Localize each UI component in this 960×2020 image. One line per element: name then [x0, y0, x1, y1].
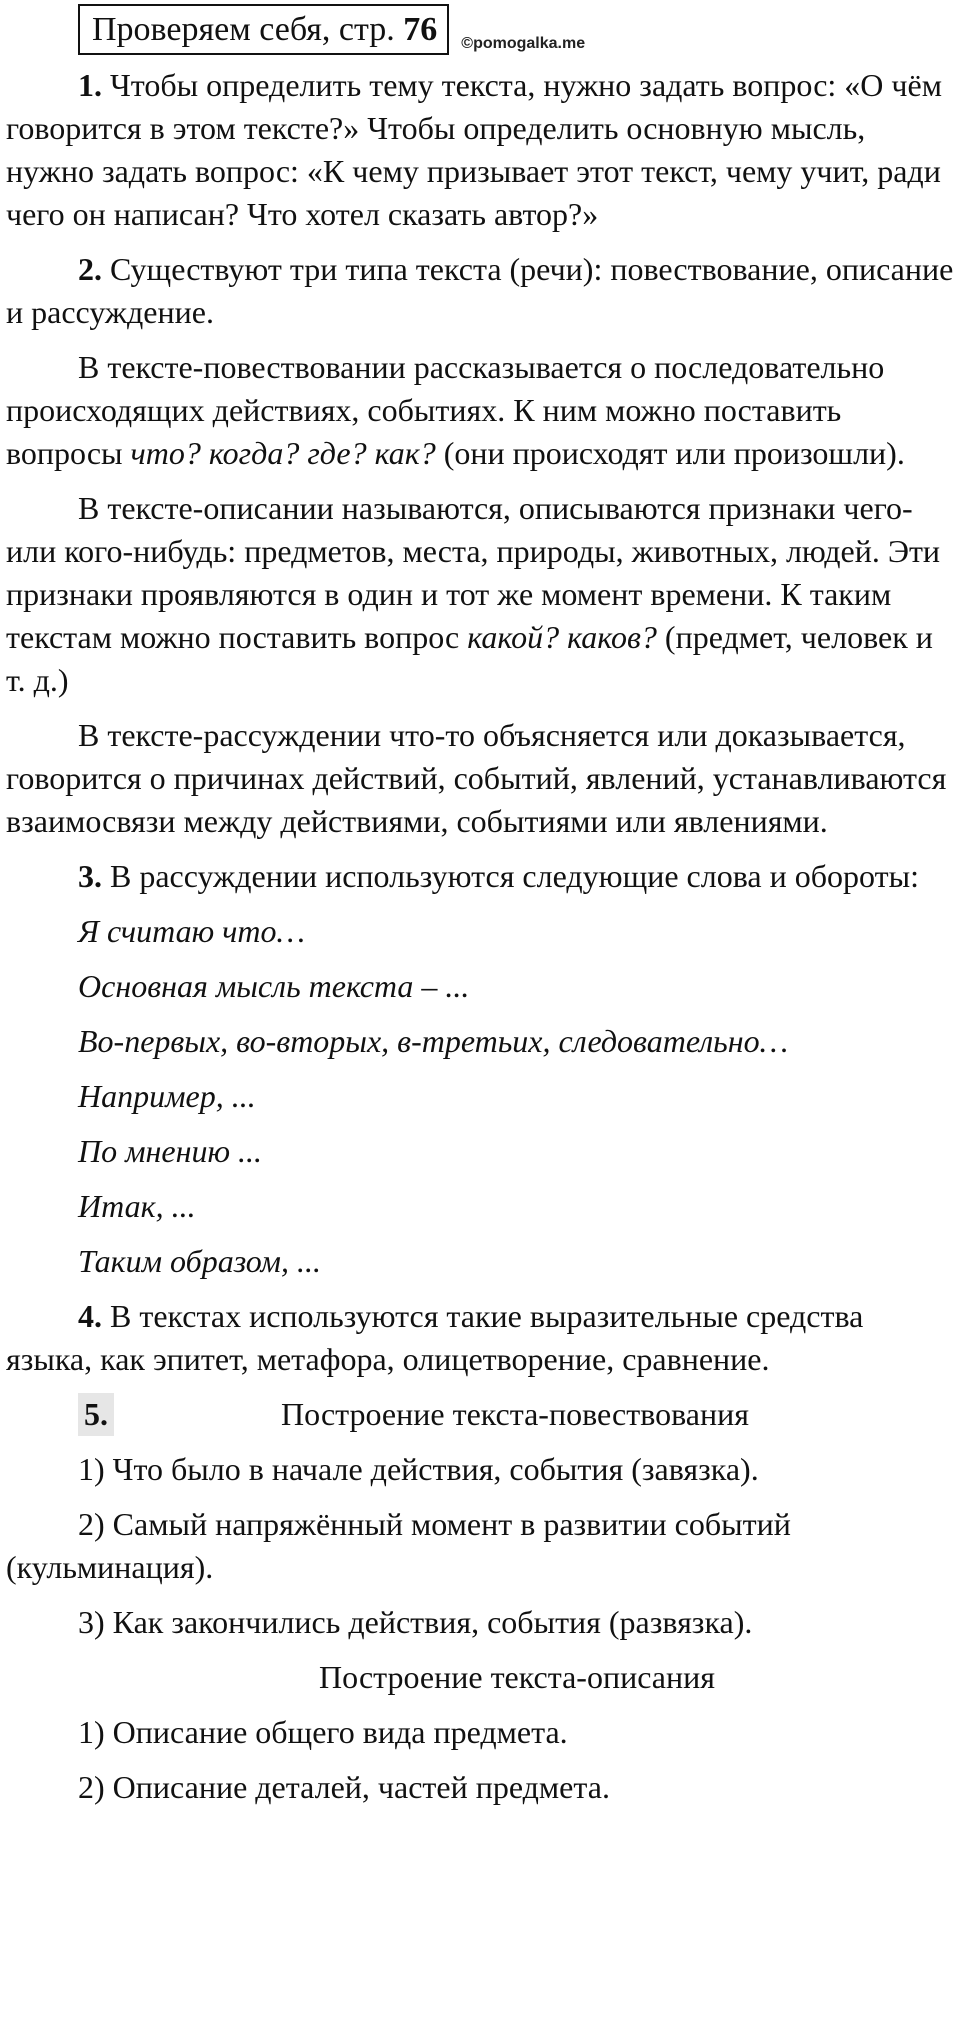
narration-structure-title: Построение текста-повествования [281, 1396, 749, 1432]
answer-number: 3. [78, 858, 102, 894]
answer-text: В текстах используются такие выразительные средства языка, как эпитет, метафора, олицетворение, сравнение. [6, 1298, 864, 1377]
answer-4 [6, 1295, 956, 1381]
answer-text: Чтобы определить тему текста, нужно задать вопрос: «О чём говорится в этом тексте?» Чтобы определить основную мысль, нужно задать вопрос: «К чему призывает этот текст, чему учит, ради чего он написан? Что хотел сказать автор?» [6, 67, 942, 232]
question-words: что? когда? где? как? [130, 435, 436, 471]
answer-2 [6, 248, 956, 334]
answer-number: 5. [78, 1393, 114, 1436]
watermark: ©pomogalka.me [461, 35, 586, 52]
structure-step: 1) Описание общего вида предмета. [78, 1714, 568, 1750]
question-words: какой? каков? [467, 619, 657, 655]
answer-text: Существуют три типа текста (речи): повествование, описание и рассуждение. [6, 251, 954, 330]
paragraph-text: (они происходят или произошли). [443, 435, 905, 471]
phrase-item: Например, ... [78, 1078, 256, 1114]
section-title: Проверяем себя, стр. [92, 11, 395, 48]
phrase-item: Я считаю что… [78, 913, 305, 949]
answer-3 [6, 855, 956, 898]
reasoning-paragraph: В тексте-рассуждении что-то объясняется или доказывается, говорится о причинах действий, событий, явлений, устанавливаются взаимосвязи между действиями, событиями или явлениями. [6, 717, 947, 839]
answer-number: 2. [78, 251, 102, 287]
phrase-item: По мнению ... [78, 1133, 263, 1169]
narration-paragraph [6, 346, 956, 475]
page-number: 76 [403, 11, 438, 48]
answer-1 [6, 64, 956, 236]
structure-step: 2) Самый напряжённый момент в развитии событий (кульминация). [6, 1506, 791, 1585]
answer-5-heading [6, 1393, 956, 1436]
phrase-item: Таким образом, ... [78, 1243, 321, 1279]
paragraph-text: В тексте-описании называются, описываются признаки чего- или кого-нибудь: предметов, места, природы, животных, людей. Эти признаки проявляются в один и тот же момент времени. К таким текстам можно поставить вопрос [6, 490, 941, 655]
structure-step: 3) Как закончились действия, события (развязка). [78, 1604, 753, 1640]
answer-number: 4. [78, 1298, 102, 1334]
description-structure-title: Построение текста-описания [319, 1659, 715, 1695]
paragraph-text: В тексте-повествовании рассказывается о последовательно происходящих действиях, событиях. К ним можно поставить вопросы [6, 349, 885, 471]
paragraph-text: (предмет, человек и т. д.) [6, 619, 933, 698]
page-header [78, 4, 585, 55]
phrase-item: Итак, ... [78, 1188, 196, 1224]
description-paragraph [6, 487, 956, 702]
structure-step: 2) Описание деталей, частей предмета. [78, 1769, 610, 1805]
answer-text: В рассуждении используются следующие слова и обороты: [110, 858, 919, 894]
answer-number: 1. [78, 67, 102, 103]
structure-step: 1) Что было в начале действия, события (завязка). [78, 1451, 759, 1487]
document-body [6, 64, 956, 1821]
section-title-box [78, 4, 449, 55]
phrase-item: Во-первых, во-вторых, в-третьих, следовательно… [78, 1023, 789, 1059]
phrase-item: Основная мысль текста – ... [78, 968, 470, 1004]
